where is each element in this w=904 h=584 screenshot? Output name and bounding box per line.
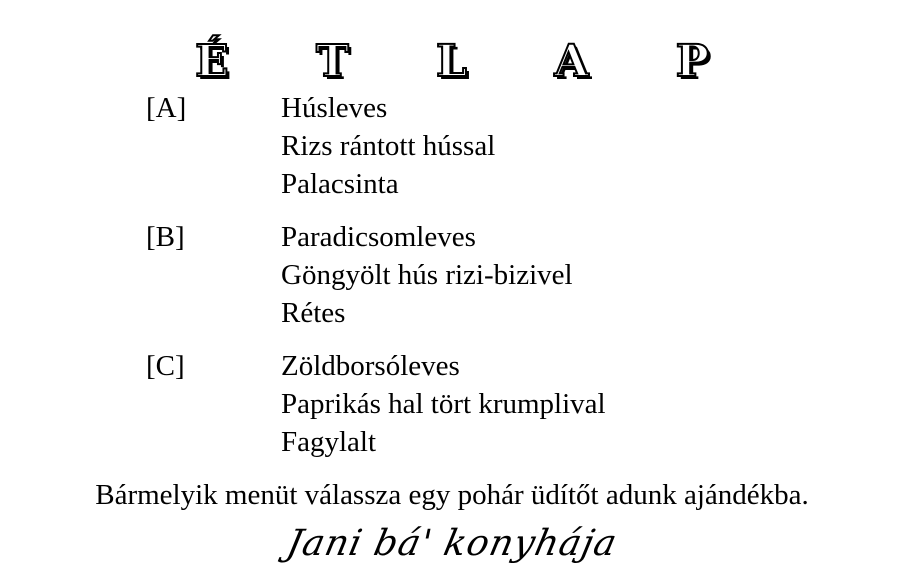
option-b-dish-3: Rétes	[281, 297, 346, 329]
menu-title: É T L A P	[195, 36, 745, 87]
option-b-label: [B]	[146, 221, 185, 253]
option-a-dish-1: Húsleves	[281, 92, 388, 124]
option-c-dish-1: Zöldborsóleves	[281, 350, 460, 382]
option-c-dish-2: Paprikás hal tört krumplival	[281, 388, 606, 420]
option-c-dish-3: Fagylalt	[281, 426, 377, 458]
option-a-dish-3: Palacsinta	[281, 168, 399, 200]
option-a-label: [A]	[146, 92, 187, 124]
gift-note: Bármelyik menüt válassza egy pohár üdítőt adunk ajándékba.	[95, 479, 809, 511]
signature: Jani bá' konyhája	[283, 523, 622, 564]
option-b-dish-1: Paradicsomleves	[281, 221, 476, 253]
option-b-dish-2: Göngyölt hús rizi-bizivel	[281, 259, 573, 291]
option-c-label: [C]	[146, 350, 185, 382]
option-a-dish-2: Rizs rántott hússal	[281, 130, 496, 162]
